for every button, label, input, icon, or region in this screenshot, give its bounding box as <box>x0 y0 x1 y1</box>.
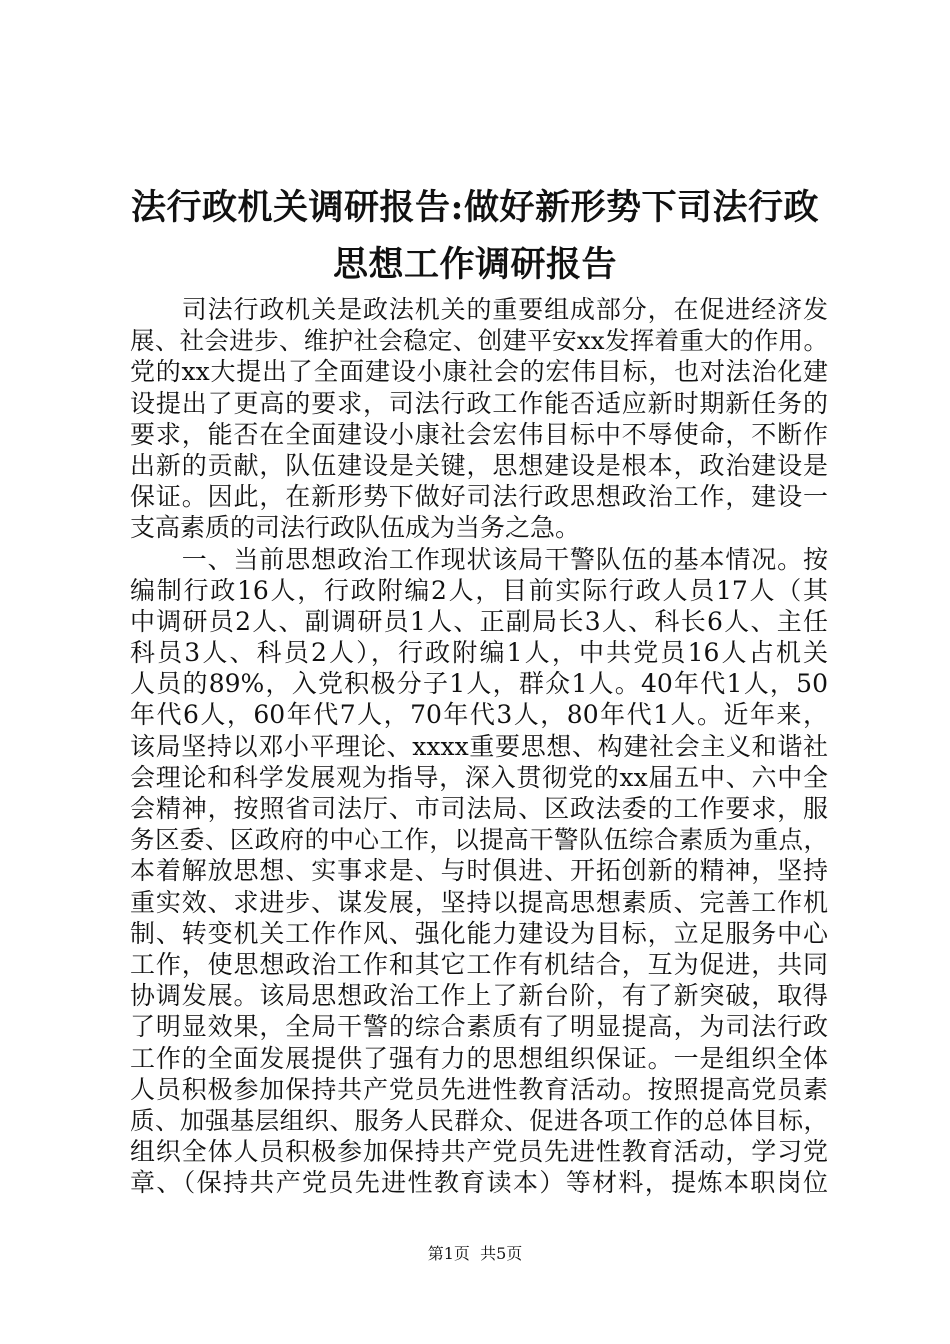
body-text-line: 务区委、区政府的中心工作，以提高干警队伍综合素质为重点， <box>130 825 828 855</box>
body-text-line: 一、当前思想政治工作现状该局干警队伍的基本情况。按 <box>130 544 828 574</box>
document-title-line-1: 法行政机关调研报告:做好新形势下司法行政 <box>131 187 819 228</box>
body-text-line: 出新的贡献，队伍建设是关键，思想建设是根本，政治建设是 <box>130 450 828 480</box>
page-number-footer: 第1页 共5页 <box>427 1244 523 1263</box>
body-text-line: 司法行政机关是政法机关的重要组成部分，在促进经济发 <box>130 295 828 324</box>
document-body <box>130 294 828 1198</box>
body-text-line: 制、转变机关工作作风、强化能力建设为目标，立足服务中心 <box>130 918 828 948</box>
body-text-line: 设提出了更高的要求，司法行政工作能否适应新时期新任务的 <box>130 388 828 418</box>
body-text-line: 组织全体人员积极参加保持共产党员先进性教育活动，学习党 <box>130 1137 828 1167</box>
document-title-line-2: 思想工作调研报告 <box>332 244 617 285</box>
body-text-line: 章、（保持共产党员先进性教育读本）等材料，提炼本职岗位 <box>130 1168 828 1198</box>
body-text-line: 展、社会进步、维护社会稳定、创建平安xx发挥着重大的作用。 <box>130 326 828 356</box>
body-text-line: 工作，使思想政治工作和其它工作有机结合，互为促进，共同 <box>130 949 828 979</box>
body-text-line: 人员的89%，入党积极分子1人，群众1人。40年代1人，50 <box>130 669 828 699</box>
body-text-line: 会精神，按照省司法厅、市司法局、区政法委的工作要求，服 <box>130 794 828 823</box>
body-text-line: 本着解放思想、实事求是、与时俱进、开拓创新的精神，坚持 <box>130 856 828 886</box>
body-text-line: 质、加强基层组织、服务人民群众、促进各项工作的总体目标， <box>130 1105 828 1135</box>
body-text-line: 要求，能否在全面建设小康社会宏伟目标中不辱使命，不断作 <box>130 419 828 449</box>
body-text-line: 工作的全面发展提供了强有力的思想组织保证。一是组织全体 <box>130 1043 828 1073</box>
body-text-line: 人员积极参加保持共产党员先进性教育活动。按照提高党员素 <box>130 1074 828 1104</box>
body-text-line: 了明显效果，全局干警的综合素质有了明显提高，为司法行政 <box>130 1012 828 1042</box>
body-text-line: 科员3人、科员2人），行政附编1人，中共党员16人占机关 <box>130 638 828 668</box>
body-text-line: 协调发展。该局思想政治工作上了新台阶，有了新突破，取得 <box>130 981 828 1011</box>
body-text-line: 该局坚持以邓小平理论、xxxx重要思想、构建社会主义和谐社 <box>130 731 828 761</box>
body-text-line: 党的xx大提出了全面建设小康社会的宏伟目标，也对法治化建 <box>130 357 828 387</box>
body-text-line: 中调研员2人、副调研员1人、正副局长3人、科长6人、主任 <box>130 606 828 636</box>
body-text-line: 会理论和科学发展观为指导，深入贯彻党的xx届五中、六中全 <box>130 762 828 792</box>
body-text-line: 重实效、求进步、谋发展，坚持以提高思想素质、完善工作机 <box>130 887 828 917</box>
body-text-line: 编制行政16人，行政附编2人，目前实际行政人员17人（其 <box>130 575 828 605</box>
body-text-line: 支高素质的司法行政队伍成为当务之急。 <box>130 513 581 543</box>
body-text-line: 保证。因此，在新形势下做好司法行政思想政治工作，建设一 <box>130 482 828 512</box>
body-text-line: 年代6人，60年代7人，70年代3人，80年代1人。近年来， <box>130 700 828 730</box>
